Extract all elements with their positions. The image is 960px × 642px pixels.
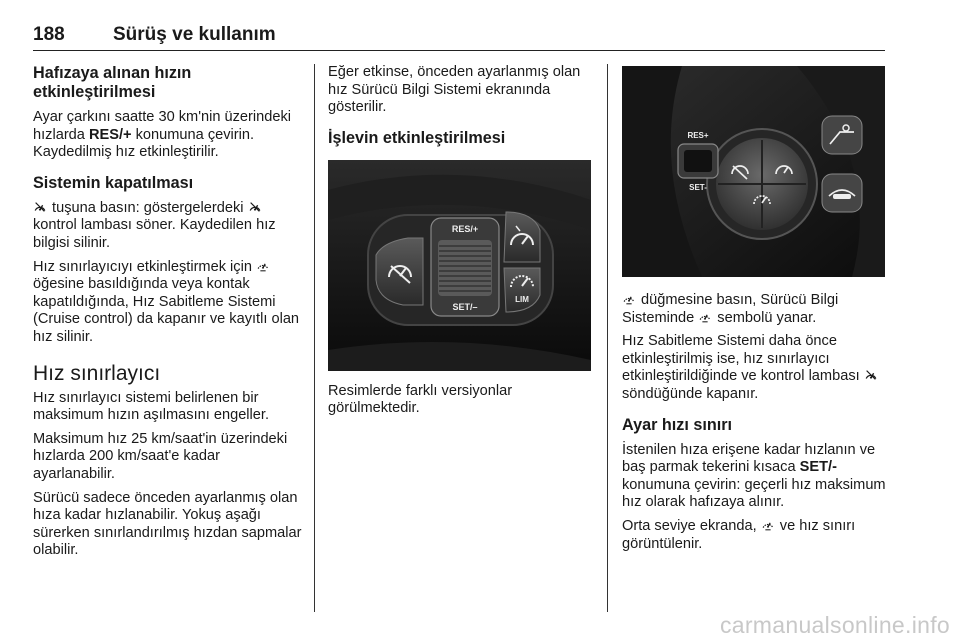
paragraph-press-limiter: düğmesine basın, Sürücü Bilgi Sisteminde sembolü yanar. <box>622 292 839 326</box>
column-middle <box>328 64 591 424</box>
heading-speed-limit: Ayar hızı sınırı <box>622 415 733 434</box>
paragraph-set-limit: İstenilen hıza erişene kadar hızlanın ve baş parmak tekerini kısaca SET/- konumuna çevirin: geçerli hız maksimum hız olarak hafızaya alınır. <box>622 441 886 511</box>
paragraph-display-info: Eğer etkinse, önceden ayarlanmış olan hız Sürücü Bilgi Sistemi ekranında gösterilir. <box>328 64 581 116</box>
paragraph-off-1: tuşuna basın: göstergelerdeki kontrol lambası söner. Kaydedilen hız bilgisi silinir. <box>33 199 276 251</box>
heading-system-off: Sistemin kapatılması <box>33 173 194 192</box>
paragraph-cruise-disable: Hız Sabitleme Sistemi daha önce etkinleştirilmiş ise, hız sınırlayıcı etkinleştirildiğinde ve kontrol lambası söndüğünde kapanır. <box>622 333 888 403</box>
column-right <box>622 64 888 559</box>
speed-limiter-icon <box>761 518 775 532</box>
column-divider <box>607 64 608 612</box>
cruise-off-icon <box>864 368 878 382</box>
cruise-off-icon <box>33 200 47 214</box>
paragraph-off-2: Hız sınırlayıcıyı etkinleştirmek için öğesine basıldığında veya kontak kapatıldığında, Hız Sabitleme Sistemi (Cruise control) da kapanır ve kayıtlı olan hız silinir. <box>33 258 300 345</box>
steering-controls-figure-1 <box>328 160 591 371</box>
res-plus-label: RES/+ <box>451 223 479 234</box>
paragraph-limiter-1: Hız sınırlayıcı sistemi belirlenen bir maksimum hızın aşılmasını engeller. <box>33 389 270 424</box>
res-plus-label: RES+ <box>687 131 709 140</box>
set-minus-label: SET- <box>689 183 707 192</box>
heading-speed-limiter: Hız sınırlayıcı <box>33 361 161 385</box>
heading-recall-speed: Hafızaya alınan hızın etkinleştirilmesi <box>33 64 192 101</box>
page-header <box>33 22 885 51</box>
lim-label: LIM <box>515 294 529 304</box>
page-number: 188 <box>33 24 65 45</box>
speed-limiter-icon <box>698 310 712 324</box>
paragraph-recall: Ayar çarkını saatte 30 km'nin üzerindeki hızlarda RES/+ konumuna çevirin. Kaydedilmiş hız etkinleştirilir. <box>33 109 292 161</box>
speed-limiter-icon <box>256 259 270 273</box>
set-minus-label: SET/– <box>452 301 478 312</box>
column-divider <box>314 64 315 612</box>
figure-caption: Resimlerde farklı versiyonlar görülmektedir. <box>328 382 513 417</box>
cruise-off-icon <box>248 200 262 214</box>
column-left <box>33 64 303 566</box>
paragraph-display-limit: Orta seviye ekranda, ve hız sınırı görüntülenir. <box>622 517 856 552</box>
paragraph-limiter-3: Sürücü sadece önceden ayarlanmış olan hıza kadar hızlanabilir. Yokuş aşağı sürerken sınırlandırılmış hızdan sapmalar olabilir. <box>33 489 302 559</box>
speed-limiter-icon <box>622 292 636 306</box>
heading-activate: İşlevin etkinleştirilmesi <box>328 128 506 147</box>
paragraph-limiter-2: Maksimum hız 25 km/saat'in üzerindeki hızlarda 200 km/saat'e kadar ayarlanabilir. <box>33 430 288 482</box>
running-title: Sürüş ve kullanım <box>113 24 276 45</box>
watermark: carmanualsonline.info <box>719 612 950 638</box>
steering-controls-figure-2 <box>622 66 885 277</box>
